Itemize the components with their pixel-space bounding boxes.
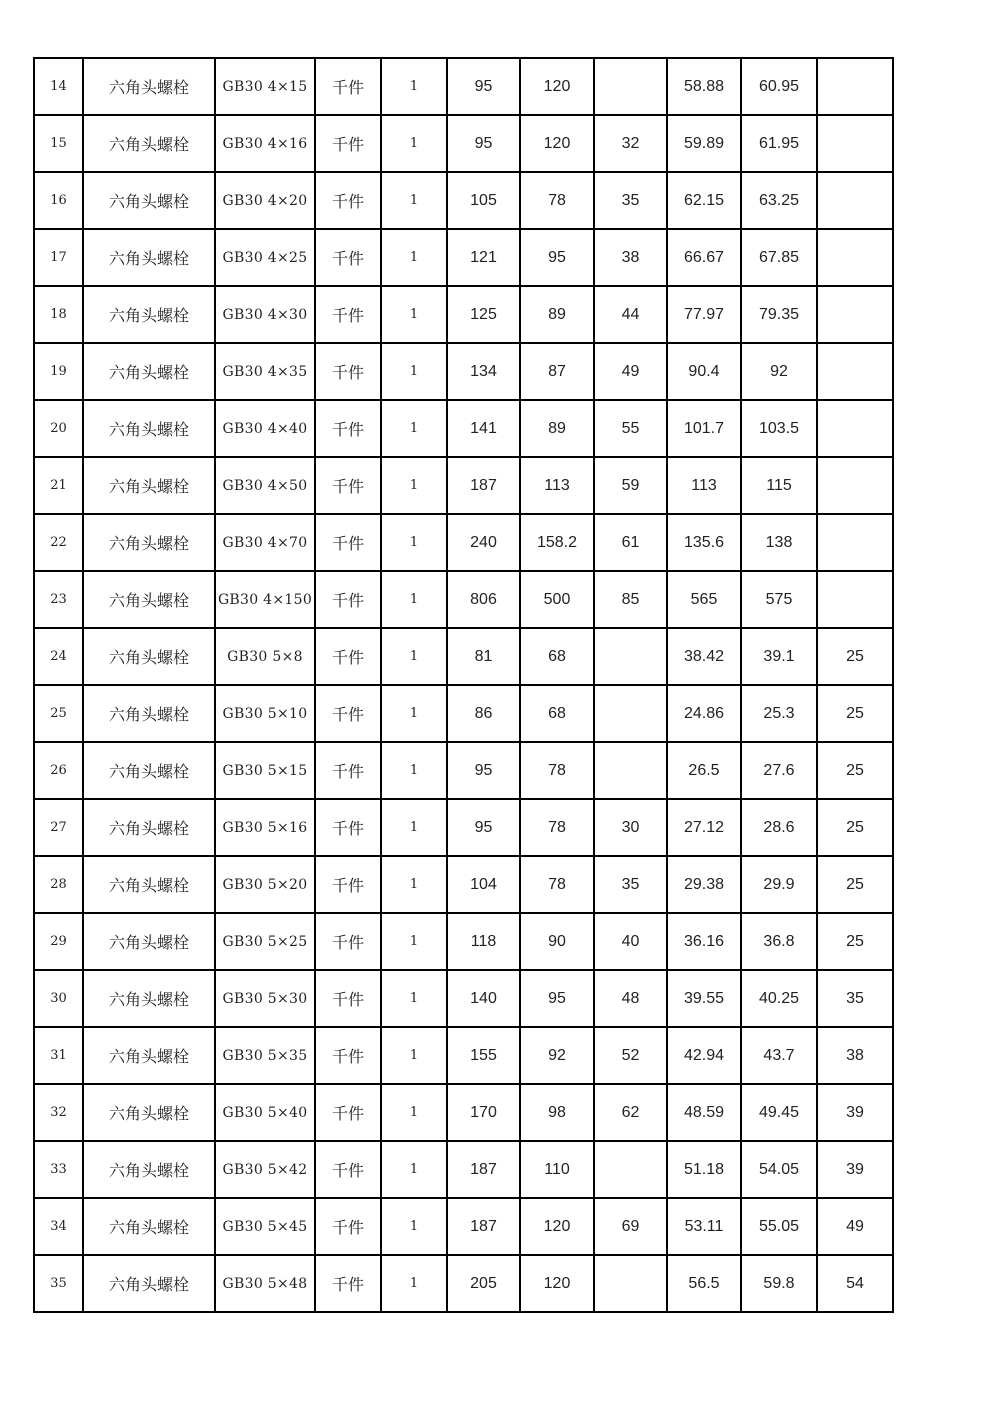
value-col-3-cell: 35 [594, 172, 667, 229]
quantity-cell: 1 [381, 571, 447, 628]
value-col-1-cell: 86 [447, 685, 520, 742]
value-col-6-cell: 39 [817, 1141, 893, 1198]
value-col-4-cell: 38.42 [667, 628, 741, 685]
table-row [34, 343, 893, 400]
spec-cell: GB30 5×35 [215, 1027, 315, 1084]
unit-cell: 千件 [315, 913, 381, 970]
value-col-5-cell: 54.05 [741, 1141, 817, 1198]
value-col-3-cell: 59 [594, 457, 667, 514]
value-col-2-cell: 113 [520, 457, 594, 514]
quantity-cell: 1 [381, 400, 447, 457]
value-col-1-cell: 81 [447, 628, 520, 685]
table-row [34, 457, 893, 514]
row-number-cell: 25 [34, 685, 83, 742]
row-number-cell: 32 [34, 1084, 83, 1141]
value-col-5-cell: 55.05 [741, 1198, 817, 1255]
value-col-4-cell: 26.5 [667, 742, 741, 799]
value-col-1-cell: 121 [447, 229, 520, 286]
value-col-5-cell: 40.25 [741, 970, 817, 1027]
value-col-1-cell: 155 [447, 1027, 520, 1084]
table-row [34, 58, 893, 115]
spec-cell: GB30 5×16 [215, 799, 315, 856]
value-col-2-cell: 89 [520, 286, 594, 343]
unit-cell: 千件 [315, 514, 381, 571]
quantity-cell: 1 [381, 628, 447, 685]
unit-cell: 千件 [315, 1027, 381, 1084]
value-col-4-cell: 66.67 [667, 229, 741, 286]
table-row [34, 685, 893, 742]
quantity-cell: 1 [381, 970, 447, 1027]
value-col-5-cell: 59.8 [741, 1255, 817, 1312]
table-row [34, 571, 893, 628]
value-col-4-cell: 77.97 [667, 286, 741, 343]
value-col-2-cell: 98 [520, 1084, 594, 1141]
value-col-3-cell [594, 742, 667, 799]
value-col-3-cell: 52 [594, 1027, 667, 1084]
value-col-6-cell: 25 [817, 799, 893, 856]
value-col-3-cell [594, 1255, 667, 1312]
unit-cell: 千件 [315, 1141, 381, 1198]
value-col-6-cell: 25 [817, 685, 893, 742]
value-col-6-cell [817, 172, 893, 229]
item-name-cell: 六角头螺栓 [83, 913, 215, 970]
value-col-6-cell: 25 [817, 628, 893, 685]
value-col-3-cell: 61 [594, 514, 667, 571]
quantity-cell: 1 [381, 172, 447, 229]
value-col-2-cell: 158.2 [520, 514, 594, 571]
value-col-1-cell: 141 [447, 400, 520, 457]
value-col-3-cell: 55 [594, 400, 667, 457]
unit-cell: 千件 [315, 400, 381, 457]
value-col-4-cell: 56.5 [667, 1255, 741, 1312]
value-col-2-cell: 87 [520, 343, 594, 400]
value-col-6-cell [817, 229, 893, 286]
value-col-3-cell: 38 [594, 229, 667, 286]
item-name-cell: 六角头螺栓 [83, 229, 215, 286]
row-number-cell: 15 [34, 115, 83, 172]
value-col-5-cell: 103.5 [741, 400, 817, 457]
unit-cell: 千件 [315, 628, 381, 685]
item-name-cell: 六角头螺栓 [83, 1141, 215, 1198]
spec-cell: GB30 5×45 [215, 1198, 315, 1255]
quantity-cell: 1 [381, 514, 447, 571]
value-col-1-cell: 104 [447, 856, 520, 913]
unit-cell: 千件 [315, 343, 381, 400]
value-col-4-cell: 113 [667, 457, 741, 514]
value-col-1-cell: 125 [447, 286, 520, 343]
unit-cell: 千件 [315, 571, 381, 628]
spec-cell: GB30 4×50 [215, 457, 315, 514]
table-row [34, 1141, 893, 1198]
quantity-cell: 1 [381, 343, 447, 400]
item-name-cell: 六角头螺栓 [83, 970, 215, 1027]
value-col-3-cell: 49 [594, 343, 667, 400]
item-name-cell: 六角头螺栓 [83, 1198, 215, 1255]
item-name-cell: 六角头螺栓 [83, 400, 215, 457]
item-name-cell: 六角头螺栓 [83, 1084, 215, 1141]
unit-cell: 千件 [315, 1198, 381, 1255]
value-col-2-cell: 78 [520, 799, 594, 856]
quantity-cell: 1 [381, 1141, 447, 1198]
row-number-cell: 20 [34, 400, 83, 457]
value-col-5-cell: 67.85 [741, 229, 817, 286]
value-col-2-cell: 95 [520, 229, 594, 286]
value-col-3-cell: 32 [594, 115, 667, 172]
row-number-cell: 18 [34, 286, 83, 343]
item-name-cell: 六角头螺栓 [83, 856, 215, 913]
value-col-2-cell: 500 [520, 571, 594, 628]
unit-cell: 千件 [315, 229, 381, 286]
item-name-cell: 六角头螺栓 [83, 628, 215, 685]
quantity-cell: 1 [381, 685, 447, 742]
quantity-cell: 1 [381, 856, 447, 913]
value-col-1-cell: 118 [447, 913, 520, 970]
value-col-6-cell: 38 [817, 1027, 893, 1084]
value-col-5-cell: 115 [741, 457, 817, 514]
value-col-1-cell: 95 [447, 58, 520, 115]
value-col-5-cell: 28.6 [741, 799, 817, 856]
value-col-2-cell: 78 [520, 172, 594, 229]
row-number-cell: 35 [34, 1255, 83, 1312]
value-col-6-cell [817, 400, 893, 457]
row-number-cell: 21 [34, 457, 83, 514]
value-col-4-cell: 53.11 [667, 1198, 741, 1255]
value-col-6-cell: 39 [817, 1084, 893, 1141]
table-row [34, 286, 893, 343]
item-name-cell: 六角头螺栓 [83, 343, 215, 400]
value-col-1-cell: 95 [447, 742, 520, 799]
row-number-cell: 29 [34, 913, 83, 970]
table-row [34, 628, 893, 685]
unit-cell: 千件 [315, 742, 381, 799]
spec-cell: GB30 4×40 [215, 400, 315, 457]
unit-cell: 千件 [315, 172, 381, 229]
value-col-4-cell: 62.15 [667, 172, 741, 229]
value-col-3-cell: 69 [594, 1198, 667, 1255]
value-col-1-cell: 95 [447, 115, 520, 172]
value-col-5-cell: 61.95 [741, 115, 817, 172]
quantity-cell: 1 [381, 115, 447, 172]
value-col-5-cell: 36.8 [741, 913, 817, 970]
value-col-6-cell: 35 [817, 970, 893, 1027]
quantity-cell: 1 [381, 1198, 447, 1255]
item-name-cell: 六角头螺栓 [83, 1255, 215, 1312]
value-col-6-cell [817, 343, 893, 400]
unit-cell: 千件 [315, 1084, 381, 1141]
table-row [34, 913, 893, 970]
row-number-cell: 31 [34, 1027, 83, 1084]
unit-cell: 千件 [315, 970, 381, 1027]
value-col-2-cell: 120 [520, 1255, 594, 1312]
value-col-5-cell: 39.1 [741, 628, 817, 685]
value-col-4-cell: 42.94 [667, 1027, 741, 1084]
spec-cell: GB30 5×25 [215, 913, 315, 970]
item-name-cell: 六角头螺栓 [83, 514, 215, 571]
value-col-2-cell: 89 [520, 400, 594, 457]
item-name-cell: 六角头螺栓 [83, 115, 215, 172]
spec-cell: GB30 4×35 [215, 343, 315, 400]
quantity-cell: 1 [381, 742, 447, 799]
table-row [34, 1084, 893, 1141]
item-name-cell: 六角头螺栓 [83, 286, 215, 343]
spec-cell: GB30 5×15 [215, 742, 315, 799]
value-col-4-cell: 29.38 [667, 856, 741, 913]
value-col-4-cell: 24.86 [667, 685, 741, 742]
value-col-1-cell: 187 [447, 1198, 520, 1255]
value-col-3-cell: 40 [594, 913, 667, 970]
value-col-5-cell: 29.9 [741, 856, 817, 913]
value-col-4-cell: 135.6 [667, 514, 741, 571]
value-col-5-cell: 49.45 [741, 1084, 817, 1141]
value-col-2-cell: 68 [520, 685, 594, 742]
value-col-1-cell: 134 [447, 343, 520, 400]
row-number-cell: 28 [34, 856, 83, 913]
value-col-5-cell: 63.25 [741, 172, 817, 229]
value-col-1-cell: 205 [447, 1255, 520, 1312]
quantity-cell: 1 [381, 229, 447, 286]
value-col-3-cell [594, 1141, 667, 1198]
table-row [34, 115, 893, 172]
value-col-6-cell [817, 115, 893, 172]
value-col-3-cell: 30 [594, 799, 667, 856]
value-col-3-cell: 48 [594, 970, 667, 1027]
row-number-cell: 19 [34, 343, 83, 400]
quantity-cell: 1 [381, 457, 447, 514]
price-table [33, 57, 894, 1313]
item-name-cell: 六角头螺栓 [83, 742, 215, 799]
value-col-1-cell: 170 [447, 1084, 520, 1141]
spec-cell: GB30 5×10 [215, 685, 315, 742]
row-number-cell: 23 [34, 571, 83, 628]
quantity-cell: 1 [381, 913, 447, 970]
table-row [34, 799, 893, 856]
table-row [34, 400, 893, 457]
quantity-cell: 1 [381, 1255, 447, 1312]
value-col-2-cell: 92 [520, 1027, 594, 1084]
spec-cell: GB30 5×48 [215, 1255, 315, 1312]
quantity-cell: 1 [381, 1027, 447, 1084]
spec-cell: GB30 5×40 [215, 1084, 315, 1141]
value-col-2-cell: 78 [520, 742, 594, 799]
value-col-2-cell: 120 [520, 115, 594, 172]
unit-cell: 千件 [315, 115, 381, 172]
spec-cell: GB30 5×8 [215, 628, 315, 685]
value-col-4-cell: 51.18 [667, 1141, 741, 1198]
value-col-5-cell: 60.95 [741, 58, 817, 115]
quantity-cell: 1 [381, 799, 447, 856]
value-col-3-cell [594, 58, 667, 115]
value-col-5-cell: 25.3 [741, 685, 817, 742]
value-col-5-cell: 575 [741, 571, 817, 628]
value-col-6-cell: 54 [817, 1255, 893, 1312]
value-col-2-cell: 110 [520, 1141, 594, 1198]
unit-cell: 千件 [315, 286, 381, 343]
table-row [34, 514, 893, 571]
value-col-5-cell: 92 [741, 343, 817, 400]
item-name-cell: 六角头螺栓 [83, 172, 215, 229]
item-name-cell: 六角头螺栓 [83, 58, 215, 115]
row-number-cell: 34 [34, 1198, 83, 1255]
value-col-2-cell: 120 [520, 1198, 594, 1255]
row-number-cell: 24 [34, 628, 83, 685]
value-col-6-cell [817, 286, 893, 343]
value-col-2-cell: 95 [520, 970, 594, 1027]
value-col-6-cell: 25 [817, 913, 893, 970]
value-col-6-cell [817, 457, 893, 514]
table-row [34, 856, 893, 913]
quantity-cell: 1 [381, 286, 447, 343]
item-name-cell: 六角头螺栓 [83, 571, 215, 628]
value-col-6-cell: 49 [817, 1198, 893, 1255]
value-col-3-cell: 35 [594, 856, 667, 913]
row-number-cell: 22 [34, 514, 83, 571]
table-row [34, 742, 893, 799]
row-number-cell: 17 [34, 229, 83, 286]
item-name-cell: 六角头螺栓 [83, 457, 215, 514]
value-col-4-cell: 565 [667, 571, 741, 628]
item-name-cell: 六角头螺栓 [83, 799, 215, 856]
unit-cell: 千件 [315, 799, 381, 856]
value-col-2-cell: 90 [520, 913, 594, 970]
value-col-5-cell: 138 [741, 514, 817, 571]
spec-cell: GB30 5×20 [215, 856, 315, 913]
spec-cell: GB30 4×15 [215, 58, 315, 115]
value-col-6-cell [817, 58, 893, 115]
value-col-3-cell [594, 628, 667, 685]
value-col-4-cell: 90.4 [667, 343, 741, 400]
value-col-5-cell: 43.7 [741, 1027, 817, 1084]
table-row [34, 1027, 893, 1084]
value-col-2-cell: 68 [520, 628, 594, 685]
value-col-2-cell: 78 [520, 856, 594, 913]
unit-cell: 千件 [315, 58, 381, 115]
value-col-1-cell: 140 [447, 970, 520, 1027]
value-col-3-cell [594, 685, 667, 742]
spec-cell: GB30 5×30 [215, 970, 315, 1027]
table-body [34, 58, 893, 1312]
value-col-3-cell: 85 [594, 571, 667, 628]
row-number-cell: 26 [34, 742, 83, 799]
value-col-4-cell: 101.7 [667, 400, 741, 457]
value-col-6-cell [817, 571, 893, 628]
value-col-1-cell: 95 [447, 799, 520, 856]
value-col-6-cell: 25 [817, 856, 893, 913]
value-col-1-cell: 105 [447, 172, 520, 229]
spec-cell: GB30 4×150 [215, 571, 315, 628]
table-row [34, 970, 893, 1027]
value-col-1-cell: 806 [447, 571, 520, 628]
spec-cell: GB30 4×16 [215, 115, 315, 172]
row-number-cell: 33 [34, 1141, 83, 1198]
value-col-6-cell [817, 514, 893, 571]
quantity-cell: 1 [381, 1084, 447, 1141]
table-row [34, 172, 893, 229]
value-col-4-cell: 58.88 [667, 58, 741, 115]
value-col-6-cell: 25 [817, 742, 893, 799]
item-name-cell: 六角头螺栓 [83, 685, 215, 742]
value-col-1-cell: 240 [447, 514, 520, 571]
spec-cell: GB30 4×25 [215, 229, 315, 286]
value-col-4-cell: 36.16 [667, 913, 741, 970]
table-row [34, 229, 893, 286]
unit-cell: 千件 [315, 685, 381, 742]
value-col-4-cell: 39.55 [667, 970, 741, 1027]
table-row [34, 1255, 893, 1312]
spec-cell: GB30 4×70 [215, 514, 315, 571]
value-col-3-cell: 44 [594, 286, 667, 343]
spec-cell: GB30 4×20 [215, 172, 315, 229]
value-col-5-cell: 79.35 [741, 286, 817, 343]
unit-cell: 千件 [315, 1255, 381, 1312]
item-name-cell: 六角头螺栓 [83, 1027, 215, 1084]
value-col-4-cell: 27.12 [667, 799, 741, 856]
spec-cell: GB30 4×30 [215, 286, 315, 343]
row-number-cell: 30 [34, 970, 83, 1027]
value-col-4-cell: 48.59 [667, 1084, 741, 1141]
value-col-1-cell: 187 [447, 457, 520, 514]
unit-cell: 千件 [315, 457, 381, 514]
value-col-3-cell: 62 [594, 1084, 667, 1141]
value-col-5-cell: 27.6 [741, 742, 817, 799]
unit-cell: 千件 [315, 856, 381, 913]
value-col-4-cell: 59.89 [667, 115, 741, 172]
row-number-cell: 27 [34, 799, 83, 856]
row-number-cell: 16 [34, 172, 83, 229]
value-col-2-cell: 120 [520, 58, 594, 115]
spec-cell: GB30 5×42 [215, 1141, 315, 1198]
table-row [34, 1198, 893, 1255]
value-col-1-cell: 187 [447, 1141, 520, 1198]
quantity-cell: 1 [381, 58, 447, 115]
row-number-cell: 14 [34, 58, 83, 115]
